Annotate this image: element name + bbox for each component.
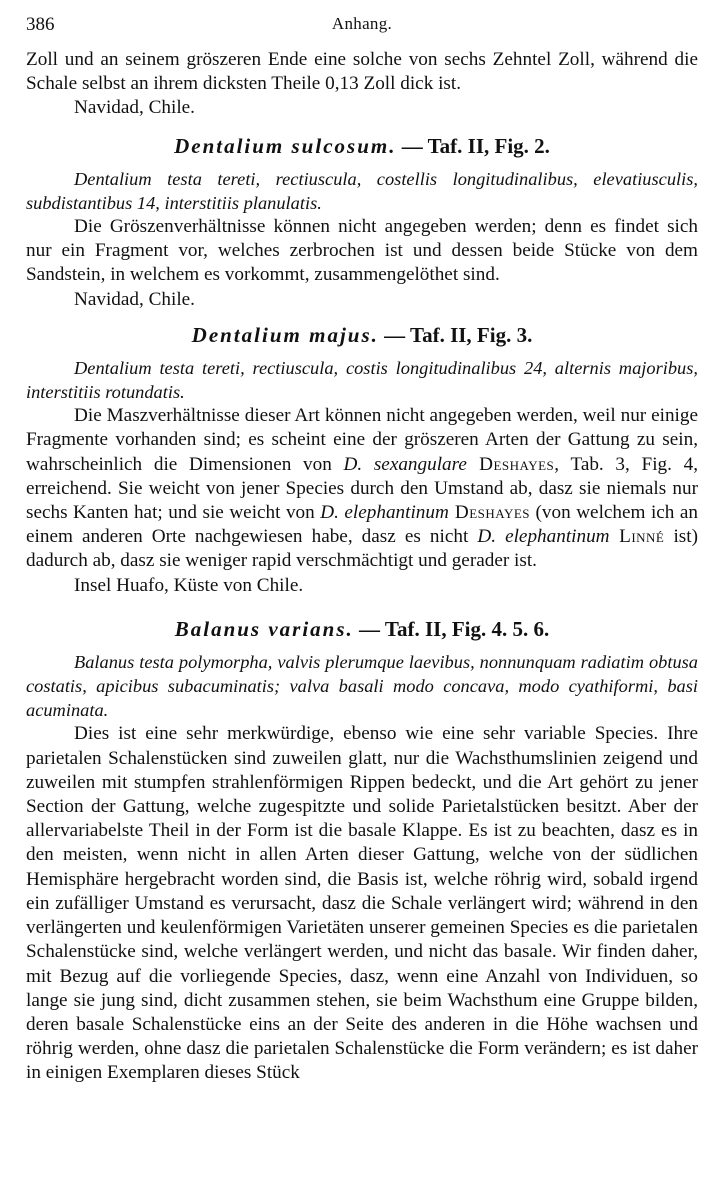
text-run: ist) dadurch ab, dasz sie weniger rapid verschmächtigt und gerader ist. [26,526,698,572]
locality: Insel Huafo, Küste von Chile. [74,574,304,596]
taxon-name: D. sexangulare [343,453,467,475]
species-heading-balanus-varians [26,616,698,642]
book-page [26,14,698,1086]
species-name: Dentalium sulcosum. [174,133,397,158]
species-name: Dentalium majus. [191,322,379,347]
latin-diagnosis: Balanus testa polymorpha, valvis plerumque laevibus, nonnunquam radiatim obtusa costatis, apicibus subacuminatis; valva basali modo concava, modo cyathiformi, basi acuminata. [26,651,698,721]
intro-locality: Navidad, Chile. [74,97,195,119]
description-paragraph: Die Gröszenverhältnisse können nicht angegeben werden; denn es findet sich nur ein Fragment vor, welches zerbrochen ist und dessen beide Stücke von dem Sandstein, in welchem es vorkommt, zusammengelöthet sind. [26,216,698,286]
author-name: Linné [609,526,665,548]
page-number: 386 [26,14,55,35]
text-run: , Tab. 3, Fig. 4, erreichend. Sie weicht von jener Species durch den Umstand ab, dasz sie niemals nur sechs Kanten hat; und sie weicht von [26,453,699,524]
description-paragraph: Dies ist eine sehr merkwürdige, ebenso wie eine sehr variable Species. Ihre parietalen Schalenstücken sind zuweilen glatt, nur die Wachsthumslinien zeigend und zuweilen mit stumpfen strahlenförmigen Rippen bedeckt, und die Art gehört zu jener Section der Gattung, welche zugespitzte und solide Parietalstücken besitzt. Aber der allervariabelste Theil in der Form ist die basale Klappe. Es ist zu beachten, dasz es in den meisten, wenn nicht in allen Arten dieser Gattung, welche von der südlichen Hemisphäre hergebracht worden sind, die Basis ist, welche röhrig wird, sobald irgend ein zufälliger Umstand es verursacht, dasz die Schale verlängert wird; während in den verlängerten und keulenförmigen Varietäten unserer gemeinen Species es die parietalen Schalenstücke sind, welche verlängert werden, und nicht das basale. Wir finden daher, mit Bezug auf die vorliegende Species, dasz, wenn eine Anzahl von Individuen, so lange sie jung sind, dicht zusammen stehen, sie beim Wachsthum eine Gruppe bilden, deren basale Schalenstücke eins an der Seite des anderen in die Höhe wachsen und röhrig werden, ohne dasz die parietalen Schalenstücke die Form verändern; es ist daher in einigen Exemplaren dieses Stück [26,723,698,1084]
latin-diagnosis: Dentalium testa tereti, rectiuscula, costis longitudinalibus 24, alternis majoribus, interstitiis rotundatis. [26,357,698,403]
species-heading-dentalium-sulcosum [26,133,698,159]
taxon-name: D. elephantinum [320,502,449,524]
plate-reference: — Taf. II, Fig. 3. [378,322,533,347]
intro-paragraph: Zoll und an seinem gröszeren Ende eine solche von sechs Zehntel Zoll, während die Schale selbst an ihrem dicksten Theile 0,13 Zoll dick ist. [26,49,698,95]
author-name: Deshayes [448,502,531,524]
species-heading-dentalium-majus [26,322,698,348]
page-header [26,14,698,48]
locality: Navidad, Chile. [74,288,195,310]
text-run: (von welchem ich an einem anderen Orte nachgewiesen habe, dasz es nicht [26,502,698,548]
plate-reference: — Taf. II, Fig. 4. 5. 6. [353,616,550,641]
species-name: Balanus varians. [174,616,354,641]
running-title: Anhang. [331,14,393,33]
description-paragraph [26,404,698,573]
taxon-name: D. elephantinum [477,526,610,548]
latin-diagnosis: Dentalium testa tereti, rectiuscula, costellis longitudinalibus, elevatiusculis, subdistantibus 14, interstitiis planulatis. [26,168,698,213]
plate-reference: — Taf. II, Fig. 2. [396,133,550,158]
author-name: Deshayes [466,453,555,475]
text-run: Die Maszverhältnisse dieser Art können nicht angegeben werden, weil nur einige Fragmente vorhanden sind; es scheint eine der gröszeren Arten der Gattung zu sein, wahrscheinlich die Dimensionen von [26,405,698,475]
